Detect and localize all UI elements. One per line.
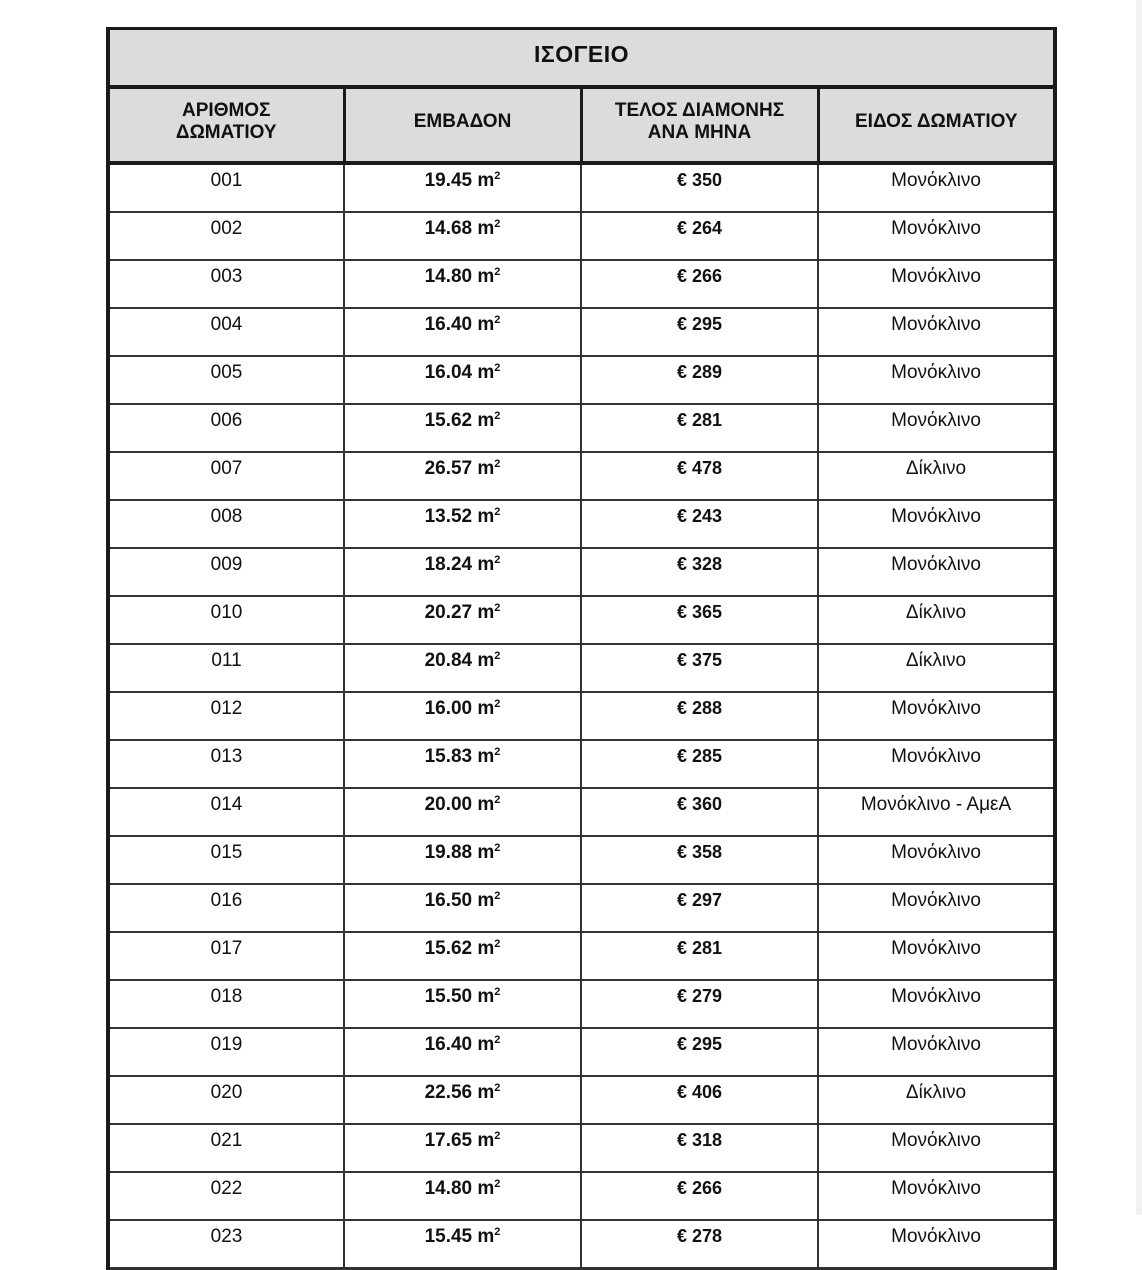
table-row <box>108 1028 1055 1076</box>
area-cell <box>344 356 581 404</box>
area-value: 14.68 <box>424 218 473 239</box>
area-cell <box>344 692 581 740</box>
header-room-type-label: ΕΙΔΟΣ ΔΩΜΑΤΙΟΥ <box>855 111 1018 132</box>
area-value: 16.40 <box>424 314 473 335</box>
room-type-cell: Μονόκλινο <box>818 404 1055 452</box>
area-unit-exponent: 2 <box>494 938 501 950</box>
room-number-cell: 005 <box>108 356 344 404</box>
area-cell <box>344 260 581 308</box>
table-row <box>108 980 1055 1028</box>
area-unit: m <box>477 218 495 239</box>
room-type-cell: Μονόκλινο <box>818 163 1055 212</box>
table-row <box>108 836 1055 884</box>
room-number-cell: 019 <box>108 1028 344 1076</box>
table-title: ΙΣΟΓΕΙΟ <box>108 29 1055 88</box>
header-area <box>344 87 581 163</box>
area-unit-exponent: 2 <box>494 746 501 758</box>
room-number-cell: 010 <box>108 596 344 644</box>
area-unit-exponent: 2 <box>494 266 501 278</box>
monthly-fee-cell: € 285 <box>581 740 818 788</box>
monthly-fee-cell: € 281 <box>581 404 818 452</box>
table-row <box>108 692 1055 740</box>
area-unit-exponent: 2 <box>494 650 501 662</box>
area-unit: m <box>477 1226 495 1247</box>
area-value: 16.04 <box>424 362 473 383</box>
room-type-cell: Μονόκλινο <box>818 980 1055 1028</box>
monthly-fee-cell: € 360 <box>581 788 818 836</box>
area-unit-exponent: 2 <box>494 1034 501 1046</box>
area-unit: m <box>477 1130 495 1151</box>
room-type-cell: Μονόκλινο - ΑμεΑ <box>818 788 1055 836</box>
room-number-cell: 012 <box>108 692 344 740</box>
area-cell <box>344 740 581 788</box>
area-unit-exponent: 2 <box>494 218 501 230</box>
room-type-cell: Δίκλινο <box>818 644 1055 692</box>
area-cell <box>344 404 581 452</box>
room-number-cell: 018 <box>108 980 344 1028</box>
table-row <box>108 500 1055 548</box>
area-value: 19.45 <box>424 170 473 191</box>
room-type-cell: Μονόκλινο <box>818 884 1055 932</box>
monthly-fee-cell: € 350 <box>581 163 818 212</box>
monthly-fee-cell: € 264 <box>581 212 818 260</box>
room-type-cell: Μονόκλινο <box>818 836 1055 884</box>
table-row <box>108 163 1055 212</box>
area-value: 20.00 <box>424 794 473 815</box>
room-number-cell: 016 <box>108 884 344 932</box>
table-row <box>108 1076 1055 1124</box>
room-type-cell: Μονόκλινο <box>818 308 1055 356</box>
monthly-fee-cell: € 278 <box>581 1220 818 1269</box>
room-number-cell: 001 <box>108 163 344 212</box>
area-unit: m <box>477 170 495 191</box>
room-type-cell: Μονόκλινο <box>818 740 1055 788</box>
room-type-cell: Μονόκλινο <box>818 356 1055 404</box>
area-unit: m <box>477 362 495 383</box>
area-unit: m <box>477 1178 495 1199</box>
room-number-cell: 022 <box>108 1172 344 1220</box>
area-cell <box>344 1172 581 1220</box>
area-unit: m <box>477 890 495 911</box>
header-room-number-line2: ΔΩΜΑΤΙΟΥ <box>175 122 277 143</box>
area-unit-exponent: 2 <box>494 986 501 998</box>
area-value: 15.62 <box>424 410 473 431</box>
table-row <box>108 644 1055 692</box>
area-unit: m <box>477 650 495 671</box>
area-value: 16.40 <box>424 1034 473 1055</box>
area-unit: m <box>477 266 495 287</box>
area-value: 15.83 <box>424 746 473 767</box>
header-room-type <box>818 87 1055 163</box>
room-type-cell: Δίκλινο <box>818 596 1055 644</box>
table-row <box>108 596 1055 644</box>
area-unit: m <box>477 314 495 335</box>
area-unit: m <box>477 458 495 479</box>
area-unit-exponent: 2 <box>494 170 501 182</box>
area-cell <box>344 1220 581 1269</box>
area-unit: m <box>477 554 495 575</box>
area-value: 26.57 <box>424 458 473 479</box>
table-row <box>108 1220 1055 1269</box>
area-value: 20.27 <box>424 602 473 623</box>
area-unit: m <box>477 938 495 959</box>
area-unit: m <box>477 1034 495 1055</box>
table-row <box>108 308 1055 356</box>
monthly-fee-cell: € 295 <box>581 308 818 356</box>
room-number-cell: 007 <box>108 452 344 500</box>
area-unit-exponent: 2 <box>494 1178 501 1190</box>
table-row <box>108 1172 1055 1220</box>
room-number-cell: 006 <box>108 404 344 452</box>
room-type-cell: Μονόκλινο <box>818 1220 1055 1269</box>
monthly-fee-cell: € 478 <box>581 452 818 500</box>
area-unit: m <box>477 506 495 527</box>
area-unit-exponent: 2 <box>494 890 501 902</box>
monthly-fee-cell: € 328 <box>581 548 818 596</box>
area-unit: m <box>477 794 495 815</box>
area-cell <box>344 1076 581 1124</box>
room-type-cell: Μονόκλινο <box>818 260 1055 308</box>
room-number-cell: 013 <box>108 740 344 788</box>
monthly-fee-cell: € 318 <box>581 1124 818 1172</box>
area-cell <box>344 1028 581 1076</box>
header-monthly-fee-line1: ΤΕΛΟΣ ΔΙΑΜΟΝΗΣ <box>614 100 785 121</box>
room-number-cell: 004 <box>108 308 344 356</box>
area-cell <box>344 163 581 212</box>
area-unit: m <box>477 746 495 767</box>
table-row <box>108 452 1055 500</box>
area-value: 19.88 <box>424 842 473 863</box>
area-unit-exponent: 2 <box>494 1082 501 1094</box>
area-unit-exponent: 2 <box>494 458 501 470</box>
area-cell <box>344 308 581 356</box>
table-row <box>108 740 1055 788</box>
monthly-fee-cell: € 406 <box>581 1076 818 1124</box>
table-row <box>108 788 1055 836</box>
header-room-number-line1: ΑΡΙΘΜΟΣ <box>182 100 271 121</box>
area-unit: m <box>477 986 495 1007</box>
monthly-fee-cell: € 243 <box>581 500 818 548</box>
area-cell <box>344 548 581 596</box>
area-unit: m <box>477 410 495 431</box>
area-cell <box>344 980 581 1028</box>
area-unit-exponent: 2 <box>494 1226 501 1238</box>
room-number-cell: 023 <box>108 1220 344 1269</box>
room-type-cell: Μονόκλινο <box>818 932 1055 980</box>
room-table <box>106 27 1057 1270</box>
area-value: 14.80 <box>424 1178 473 1199</box>
table-row <box>108 212 1055 260</box>
table-row <box>108 356 1055 404</box>
monthly-fee-cell: € 289 <box>581 356 818 404</box>
area-unit: m <box>477 842 495 863</box>
area-unit-exponent: 2 <box>494 794 501 806</box>
area-cell <box>344 836 581 884</box>
area-cell <box>344 644 581 692</box>
area-value: 22.56 <box>424 1082 473 1103</box>
area-cell <box>344 500 581 548</box>
area-unit-exponent: 2 <box>494 362 501 374</box>
room-table-sheet <box>106 27 1053 1270</box>
room-type-cell: Μονόκλινο <box>818 500 1055 548</box>
area-cell <box>344 1124 581 1172</box>
area-value: 17.65 <box>424 1130 473 1151</box>
room-number-cell: 020 <box>108 1076 344 1124</box>
area-cell <box>344 884 581 932</box>
area-cell <box>344 596 581 644</box>
area-unit-exponent: 2 <box>494 842 501 854</box>
room-number-cell: 009 <box>108 548 344 596</box>
area-value: 15.45 <box>424 1226 473 1247</box>
monthly-fee-cell: € 266 <box>581 260 818 308</box>
area-unit-exponent: 2 <box>494 506 501 518</box>
room-number-cell: 011 <box>108 644 344 692</box>
area-unit-exponent: 2 <box>494 602 501 614</box>
table-row <box>108 404 1055 452</box>
area-unit-exponent: 2 <box>494 1130 501 1142</box>
table-body <box>108 163 1055 1269</box>
area-unit: m <box>477 602 495 623</box>
table-row <box>108 1124 1055 1172</box>
monthly-fee-cell: € 358 <box>581 836 818 884</box>
header-row <box>108 87 1055 163</box>
area-value: 20.84 <box>424 650 473 671</box>
room-type-cell: Μονόκλινο <box>818 1124 1055 1172</box>
monthly-fee-cell: € 365 <box>581 596 818 644</box>
room-type-cell: Μονόκλινο <box>818 548 1055 596</box>
monthly-fee-cell: € 266 <box>581 1172 818 1220</box>
area-value: 18.24 <box>424 554 473 575</box>
table-row <box>108 548 1055 596</box>
monthly-fee-cell: € 297 <box>581 884 818 932</box>
area-cell <box>344 212 581 260</box>
monthly-fee-cell: € 279 <box>581 980 818 1028</box>
area-value: 15.50 <box>424 986 473 1007</box>
area-unit: m <box>477 1082 495 1103</box>
area-unit: m <box>477 698 495 719</box>
room-number-cell: 017 <box>108 932 344 980</box>
room-type-cell: Μονόκλινο <box>818 1172 1055 1220</box>
area-unit-exponent: 2 <box>494 554 501 566</box>
header-area-label: ΕΜΒΑΔΟΝ <box>413 111 512 132</box>
room-type-cell: Μονόκλινο <box>818 1028 1055 1076</box>
header-monthly-fee <box>581 87 818 163</box>
monthly-fee-cell: € 288 <box>581 692 818 740</box>
table-row <box>108 932 1055 980</box>
area-value: 13.52 <box>424 506 473 527</box>
area-unit-exponent: 2 <box>494 314 501 326</box>
monthly-fee-cell: € 375 <box>581 644 818 692</box>
room-type-cell: Μονόκλινο <box>818 692 1055 740</box>
room-type-cell: Δίκλινο <box>818 1076 1055 1124</box>
monthly-fee-cell: € 281 <box>581 932 818 980</box>
monthly-fee-cell: € 295 <box>581 1028 818 1076</box>
area-value: 16.00 <box>424 698 473 719</box>
table-row <box>108 884 1055 932</box>
room-number-cell: 021 <box>108 1124 344 1172</box>
room-number-cell: 014 <box>108 788 344 836</box>
room-type-cell: Μονόκλινο <box>818 212 1055 260</box>
area-cell <box>344 932 581 980</box>
scan-edge <box>1136 0 1142 1215</box>
room-number-cell: 015 <box>108 836 344 884</box>
room-type-cell: Δίκλινο <box>818 452 1055 500</box>
header-room-number <box>108 87 344 163</box>
room-number-cell: 003 <box>108 260 344 308</box>
area-value: 14.80 <box>424 266 473 287</box>
area-value: 15.62 <box>424 938 473 959</box>
area-cell <box>344 452 581 500</box>
area-unit-exponent: 2 <box>494 410 501 422</box>
header-monthly-fee-line2: ΑΝΑ ΜΗΝΑ <box>647 122 752 143</box>
room-number-cell: 002 <box>108 212 344 260</box>
table-row <box>108 260 1055 308</box>
area-cell <box>344 788 581 836</box>
room-number-cell: 008 <box>108 500 344 548</box>
area-value: 16.50 <box>424 890 473 911</box>
area-unit-exponent: 2 <box>494 698 501 710</box>
